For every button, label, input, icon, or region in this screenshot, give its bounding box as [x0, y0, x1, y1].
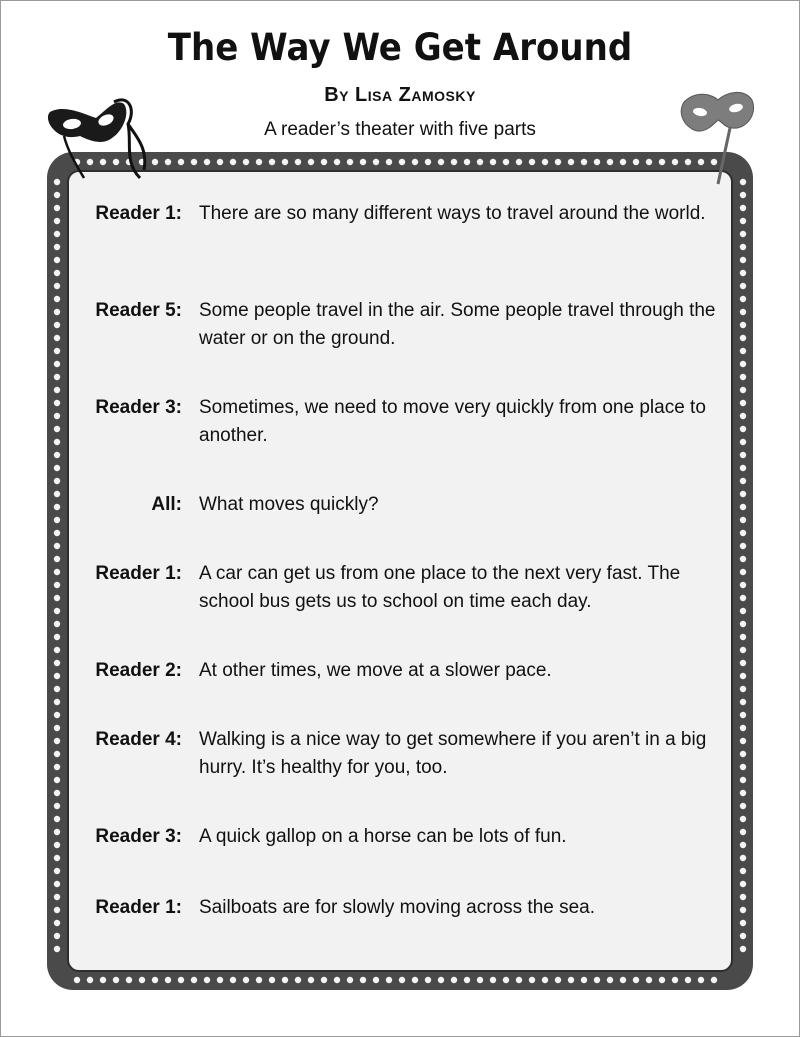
- marquee-bulb: [529, 977, 535, 983]
- marquee-bulb: [54, 231, 60, 237]
- marquee-bulb: [87, 977, 93, 983]
- marquee-bulb: [54, 751, 60, 757]
- marquee-bulb: [620, 977, 626, 983]
- marquee-bulb: [477, 977, 483, 983]
- marquee-bulb: [54, 465, 60, 471]
- marquee-bulb: [740, 686, 746, 692]
- marquee-bulb: [178, 159, 184, 165]
- marquee-bulb: [54, 348, 60, 354]
- marquee-bulb: [308, 977, 314, 983]
- marquee-bulb: [54, 842, 60, 848]
- marquee-bulb: [740, 205, 746, 211]
- marquee-bulb: [54, 699, 60, 705]
- marquee-bulb: [54, 933, 60, 939]
- marquee-bulb: [740, 829, 746, 835]
- marquee-bulb: [740, 660, 746, 666]
- marquee-bulb: [54, 803, 60, 809]
- marquee-bulb: [594, 159, 600, 165]
- dialogue-text: At other times, we move at a slower pace.: [199, 660, 552, 681]
- marquee-bulb: [54, 543, 60, 549]
- marquee-bulb: [295, 977, 301, 983]
- marquee-bulb: [740, 842, 746, 848]
- marquee-bulb: [191, 977, 197, 983]
- marquee-bulb: [54, 673, 60, 679]
- marquee-bulb: [54, 556, 60, 562]
- marquee-bulb: [542, 977, 548, 983]
- marquee-bulb: [204, 159, 210, 165]
- marquee-bulb: [282, 159, 288, 165]
- speaker-label: Reader 1:: [95, 897, 182, 918]
- marquee-bulb: [740, 296, 746, 302]
- marquee-bulb: [740, 712, 746, 718]
- marquee-bulb: [740, 439, 746, 445]
- marquee-bulb: [516, 977, 522, 983]
- marquee-bulb: [740, 400, 746, 406]
- marquee-bulb: [54, 205, 60, 211]
- marquee-bulb: [740, 764, 746, 770]
- marquee-bulb: [54, 868, 60, 874]
- marquee-bulb: [516, 159, 522, 165]
- marquee-bulb: [282, 977, 288, 983]
- dialogue-text: A car can get us from one place to the next very fast. The school bus gets us to school on time each day.: [199, 563, 681, 612]
- marquee-bulb: [740, 478, 746, 484]
- marquee-bulb: [54, 257, 60, 263]
- marquee-bulb: [698, 977, 704, 983]
- marquee-bulb: [54, 829, 60, 835]
- marquee-bulb: [740, 699, 746, 705]
- marquee-bulb: [711, 977, 717, 983]
- marquee-bulb: [740, 595, 746, 601]
- marquee-bulb: [740, 309, 746, 315]
- dialogue-text: Sailboats are for slowly moving across the sea.: [199, 897, 596, 918]
- marquee-bulb: [54, 764, 60, 770]
- marquee-bulb: [347, 159, 353, 165]
- marquee-bulb: [347, 977, 353, 983]
- marquee-bulb: [334, 159, 340, 165]
- marquee-bulb: [646, 159, 652, 165]
- marquee-bulb: [54, 478, 60, 484]
- marquee-bulb: [740, 777, 746, 783]
- marquee-bulb: [581, 977, 587, 983]
- marquee-bulb: [659, 977, 665, 983]
- marquee-bulb: [740, 881, 746, 887]
- marquee-bulb: [308, 159, 314, 165]
- marquee-bulb: [740, 621, 746, 627]
- marquee-bulb: [54, 361, 60, 367]
- marquee-bulb: [54, 192, 60, 198]
- marquee-bulb: [740, 946, 746, 952]
- marquee-bulb: [360, 977, 366, 983]
- marquee-bulb: [568, 977, 574, 983]
- marquee-bulb: [54, 881, 60, 887]
- marquee-bulb: [373, 977, 379, 983]
- marquee-bulb: [740, 920, 746, 926]
- marquee-bulb: [740, 933, 746, 939]
- marquee-bulb: [165, 977, 171, 983]
- marquee-bulb: [740, 530, 746, 536]
- marquee-bulb: [740, 608, 746, 614]
- marquee-bulb: [256, 977, 262, 983]
- marquee-bulb: [464, 159, 470, 165]
- marquee-bulb: [54, 686, 60, 692]
- speaker-label: All:: [151, 494, 182, 515]
- marquee-bulb: [54, 816, 60, 822]
- marquee-bulb: [740, 907, 746, 913]
- black-theater-mask-icon: [44, 90, 154, 190]
- marquee-bulb: [243, 159, 249, 165]
- dialogue-text: Sometimes, we need to move very quickly from one place to another.: [199, 397, 706, 446]
- marquee-bulb: [399, 159, 405, 165]
- marquee-bulb: [334, 977, 340, 983]
- marquee-bulb: [54, 790, 60, 796]
- marquee-bulb: [568, 159, 574, 165]
- speaker-label: Reader 4:: [95, 729, 182, 750]
- marquee-bulb: [54, 218, 60, 224]
- marquee-bulb: [54, 647, 60, 653]
- speaker-label: Reader 3:: [95, 826, 182, 847]
- marquee-bulb: [54, 894, 60, 900]
- marquee-bulb: [451, 977, 457, 983]
- marquee-bulb: [54, 907, 60, 913]
- marquee-bulb: [646, 977, 652, 983]
- marquee-bulb: [321, 159, 327, 165]
- marquee-bulb: [425, 159, 431, 165]
- marquee-bulb: [740, 673, 746, 679]
- marquee-bulb: [54, 582, 60, 588]
- marquee-bulb: [54, 634, 60, 640]
- marquee-bulb: [740, 738, 746, 744]
- marquee-bulb: [269, 159, 275, 165]
- marquee-bulb: [740, 335, 746, 341]
- marquee-bulb: [607, 159, 613, 165]
- marquee-bulb: [54, 244, 60, 250]
- marquee-bulb: [54, 621, 60, 627]
- marquee-bulb: [54, 400, 60, 406]
- marquee-bulb: [54, 491, 60, 497]
- marquee-bulb: [740, 452, 746, 458]
- page-title: The Way We Get Around: [167, 26, 633, 69]
- marquee-bulb: [139, 977, 145, 983]
- marquee-bulb: [54, 946, 60, 952]
- gray-theater-mask-icon: [676, 84, 760, 188]
- speaker-label: Reader 1:: [95, 563, 182, 584]
- marquee-bulb: [230, 159, 236, 165]
- marquee-bulb: [594, 977, 600, 983]
- marquee-bulb: [54, 855, 60, 861]
- marquee-bulb: [555, 977, 561, 983]
- marquee-bulb: [217, 159, 223, 165]
- marquee-bulb: [740, 426, 746, 432]
- marquee-bulb: [740, 361, 746, 367]
- marquee-bulb: [438, 977, 444, 983]
- marquee-bulb: [54, 452, 60, 458]
- marquee-bulb: [54, 608, 60, 614]
- marquee-bulb: [438, 159, 444, 165]
- author-byline: By Lisa Zamosky: [324, 84, 476, 106]
- speaker-label: Reader 2:: [95, 660, 182, 681]
- marquee-bulb: [100, 977, 106, 983]
- marquee-bulb: [54, 530, 60, 536]
- page-subtitle: A reader’s theater with five parts: [264, 119, 536, 140]
- marquee-bulb: [204, 977, 210, 983]
- marquee-bulb: [152, 977, 158, 983]
- marquee-bulb: [54, 777, 60, 783]
- marquee-bulb: [425, 977, 431, 983]
- marquee-bulb: [451, 159, 457, 165]
- marquee-bulb: [54, 712, 60, 718]
- marquee-bulb: [529, 159, 535, 165]
- marquee-bulb: [54, 439, 60, 445]
- marquee-bulb: [740, 244, 746, 250]
- marquee-bulb: [360, 159, 366, 165]
- marquee-bulb: [740, 192, 746, 198]
- speaker-label: Reader 3:: [95, 397, 182, 418]
- marquee-bulb: [740, 894, 746, 900]
- marquee-bulb: [477, 159, 483, 165]
- marquee-bulb: [54, 335, 60, 341]
- marquee-bulb: [740, 504, 746, 510]
- marquee-bulb: [740, 413, 746, 419]
- marquee-bulb: [659, 159, 665, 165]
- marquee-bulb: [54, 504, 60, 510]
- marquee-bulb: [464, 977, 470, 983]
- dialogue-text: There are so many different ways to travel around the world.: [199, 203, 706, 224]
- marquee-bulb: [740, 322, 746, 328]
- marquee-bulb: [373, 159, 379, 165]
- marquee-bulb: [74, 977, 80, 983]
- marquee-bulb: [672, 977, 678, 983]
- marquee-bulb: [412, 159, 418, 165]
- marquee-bulb: [740, 634, 746, 640]
- marquee-bulb: [399, 977, 405, 983]
- marquee-bulb: [740, 283, 746, 289]
- marquee-bulb: [321, 977, 327, 983]
- marquee-bulb: [191, 159, 197, 165]
- marquee-bulb: [740, 348, 746, 354]
- marquee-bulb: [54, 725, 60, 731]
- marquee-bulb: [633, 977, 639, 983]
- marquee-bulb: [740, 270, 746, 276]
- marquee-bulb: [54, 413, 60, 419]
- marquee-bulb: [54, 283, 60, 289]
- marquee-bulb: [740, 790, 746, 796]
- marquee-bulb: [740, 465, 746, 471]
- marquee-bulb: [490, 159, 496, 165]
- speaker-label: Reader 5:: [95, 300, 182, 321]
- marquee-bulb: [54, 660, 60, 666]
- marquee-bulb: [607, 977, 613, 983]
- marquee-bulb: [54, 920, 60, 926]
- marquee-bulb: [412, 977, 418, 983]
- dialogue-text: A quick gallop on a horse can be lots of fun.: [199, 826, 567, 847]
- marquee-bulb: [740, 569, 746, 575]
- marquee-bulb: [217, 977, 223, 983]
- marquee-bulb: [740, 257, 746, 263]
- marquee-bulb: [295, 159, 301, 165]
- marquee-bulb: [54, 322, 60, 328]
- marquee-bulb: [54, 517, 60, 523]
- marquee-bulb: [54, 296, 60, 302]
- marquee-bulb: [126, 977, 132, 983]
- marquee-bulb: [113, 977, 119, 983]
- marquee-bulb: [740, 374, 746, 380]
- marquee-bulb: [740, 517, 746, 523]
- marquee-bulb: [555, 159, 561, 165]
- marquee-bulb: [256, 159, 262, 165]
- marquee-bulb: [740, 491, 746, 497]
- marquee-bulb: [581, 159, 587, 165]
- marquee-bulb: [740, 647, 746, 653]
- marquee-bulb: [740, 387, 746, 393]
- marquee-bulb: [54, 374, 60, 380]
- marquee-bulb: [54, 309, 60, 315]
- marquee-bulb: [740, 751, 746, 757]
- dialogue-text: Some people travel in the air. Some people travel through the water or on the ground.: [199, 300, 716, 349]
- marquee-bulb: [269, 977, 275, 983]
- marquee-bulb: [542, 159, 548, 165]
- marquee-bulb: [490, 977, 496, 983]
- marquee-bulb: [54, 387, 60, 393]
- speaker-label: Reader 1:: [95, 203, 182, 224]
- marquee-bulb: [54, 569, 60, 575]
- marquee-bulb: [165, 159, 171, 165]
- marquee-bulb: [54, 595, 60, 601]
- marquee-bulb: [54, 270, 60, 276]
- marquee-bulb: [230, 977, 236, 983]
- marquee-bulb: [54, 426, 60, 432]
- marquee-bulb: [243, 977, 249, 983]
- marquee-bulb: [740, 543, 746, 549]
- marquee-bulb: [740, 803, 746, 809]
- marquee-bulb: [685, 977, 691, 983]
- marquee-bulb: [178, 977, 184, 983]
- dialogue-text: What moves quickly?: [199, 494, 379, 515]
- marquee-bulb: [386, 977, 392, 983]
- marquee-bulb: [740, 556, 746, 562]
- marquee-bulb: [740, 725, 746, 731]
- marquee-bulb: [54, 738, 60, 744]
- marquee-bulb: [740, 582, 746, 588]
- marquee-bulb: [740, 855, 746, 861]
- dialogue-text: Walking is a nice way to get somewhere if you aren’t in a big hurry. It’s healthy for you, too.: [199, 729, 707, 778]
- marquee-bulb: [740, 816, 746, 822]
- marquee-bulb: [740, 231, 746, 237]
- marquee-bulb: [503, 159, 509, 165]
- marquee-bulb: [620, 159, 626, 165]
- marquee-bulb: [740, 868, 746, 874]
- marquee-bulb: [740, 218, 746, 224]
- marquee-bulb: [633, 159, 639, 165]
- marquee-bulb: [503, 977, 509, 983]
- marquee-bulb: [386, 159, 392, 165]
